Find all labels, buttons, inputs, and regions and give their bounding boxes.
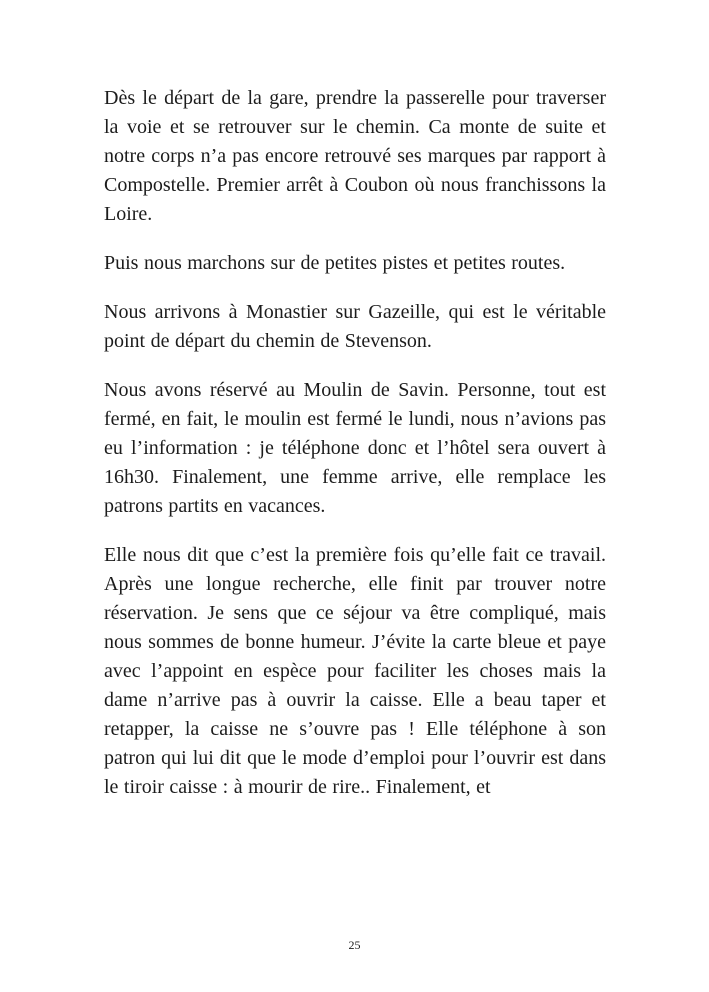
paragraph: Elle nous dit que c’est la première fois qu’elle fait ce travail. Après une longue recherche, elle finit par trouver notre réservation. Je sens que ce séjour va être compliqué, mais nous sommes de bonne humeur. J’évite la carte bleue et paye avec l’appoint en espèce pour faciliter les choses mais la dame n’arrive pas à ouvrir la caisse. Elle a beau taper et retapper, la caisse ne s’ouvre pas ! Elle téléphone à son patron qui lui dit que le mode d’emploi pour l’ouvrir est dans le tiroir caisse : à mourir de rire.. Finalement, et — [104, 544, 606, 798]
page-footer — [0, 938, 709, 953]
paragraph: Dès le départ de la gare, prendre la passerelle pour traverser la voie et se retrouver sur le chemin. Ca monte de suite et notre corps n’a pas encore retrouvé ses marques par rapport à Compostelle. Premier arrêt à Coubon où nous franchissons la Loire. — [104, 87, 606, 225]
document-page — [104, 84, 606, 822]
paragraph: Puis nous marchons sur de petites pistes et petites routes. — [104, 252, 566, 274]
paragraph: Nous arrivons à Monastier sur Gazeille, qui est le véritable point de départ du chemin de Stevenson. — [104, 301, 606, 352]
page-number: 25 — [348, 938, 361, 952]
paragraph: Nous avons réservé au Moulin de Savin. Personne, tout est fermé, en fait, le moulin est fermé le lundi, nous n’avions pas eu l’information : je téléphone donc et l’hôtel sera ouvert à 16h30. Finalement, une femme arrive, elle remplace les patrons partits en vacances. — [104, 379, 606, 517]
